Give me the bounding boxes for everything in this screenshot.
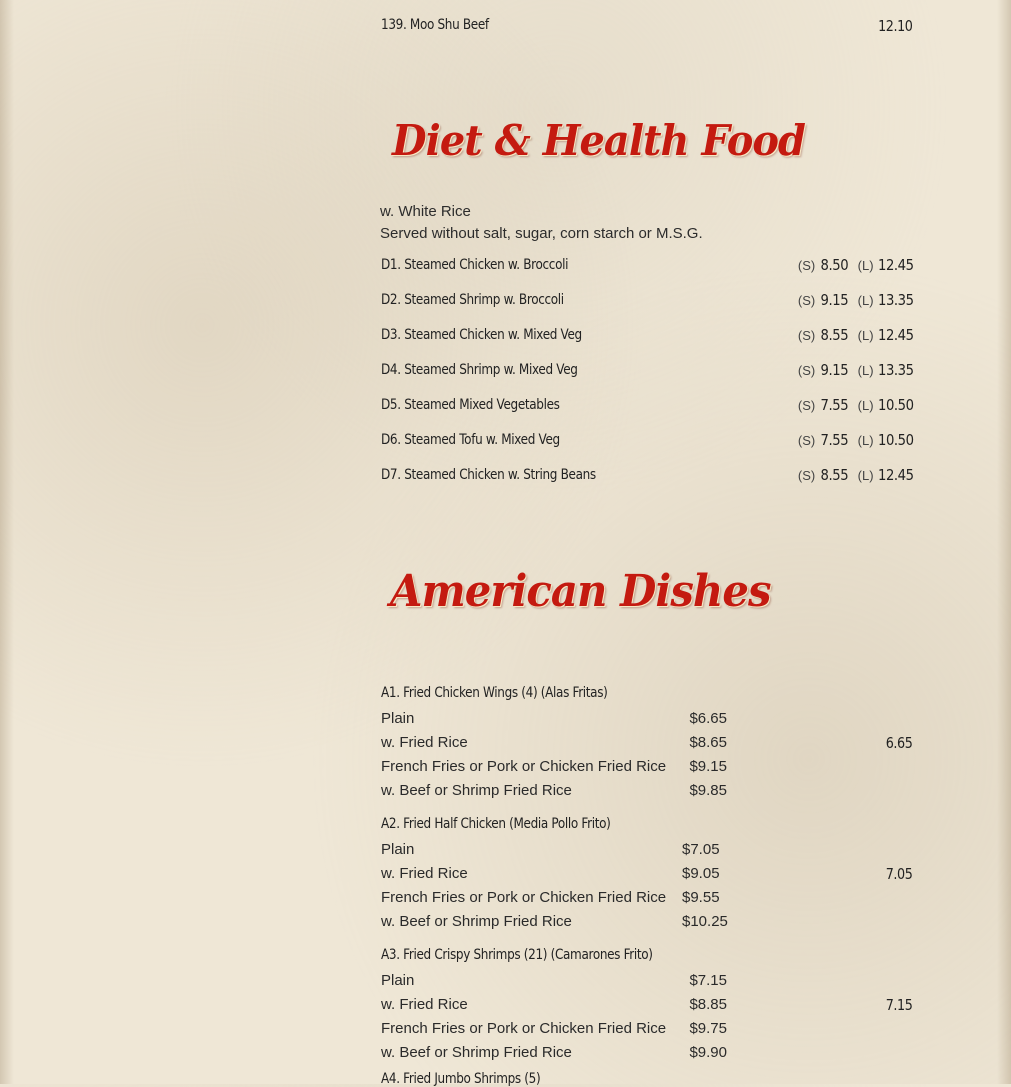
large-price: 13.35 [878,291,914,309]
option-label: French Fries or Pork or Chicken Fried Rice [381,1020,667,1037]
option-price: $10.25 [682,913,728,930]
option-price: $9.05 [682,865,720,882]
small-size-label: (S) [797,468,816,483]
large-price: 12.45 [878,326,914,344]
small-size-label: (S) [797,328,816,343]
option-price: $8.65 [689,734,727,751]
menu-item-name: D6. Steamed Tofu w. Mixed Veg [381,432,560,448]
large-size-label: (L) [857,398,874,413]
small-price: 7.55 [820,431,848,449]
large-price: 10.50 [878,396,914,414]
small-price: 9.15 [820,361,848,379]
large-size-label: (L) [857,363,874,378]
option-price: $8.85 [689,996,727,1013]
small-price: 8.55 [820,326,848,344]
option-price: $9.15 [689,758,727,775]
large-size-label: (L) [857,468,874,483]
large-size-label: (L) [857,293,874,308]
menu-item-prices [798,291,912,310]
section-title-diet: Diet & Health Food [392,116,805,165]
menu-item-prices [798,431,912,450]
option-label: French Fries or Pork or Chicken Fried Rice [381,889,667,906]
menu-item-name: A2. Fried Half Chicken (Media Pollo Frito) [381,816,611,832]
option-label: French Fries or Pork or Chicken Fried Rice [381,758,667,775]
menu-item-name: 139. Moo Shu Beef [381,17,489,33]
menu-item-name: D4. Steamed Shrimp w. Mixed Veg [381,362,578,378]
menu-item-name: D1. Steamed Chicken w. Broccoli [381,257,569,273]
large-price: 13.35 [878,361,914,379]
option-label: w. Fried Rice [381,734,468,751]
small-size-label: (S) [797,433,816,448]
option-price: $9.85 [689,782,727,799]
small-size-label: (S) [797,258,816,273]
menu-item-prices [798,256,912,275]
paper-edge-left [0,0,14,1084]
option-label: w. Fried Rice [381,996,468,1013]
large-size-label: (L) [857,258,874,273]
menu-item-name: D3. Steamed Chicken w. Mixed Veg [381,327,582,343]
option-label: w. Beef or Shrimp Fried Rice [381,782,572,799]
option-label: Plain [381,841,415,858]
menu-item-price: 7.05 [885,865,912,883]
large-price: 10.50 [878,431,914,449]
small-size-label: (S) [797,363,816,378]
option-label: Plain [381,710,415,727]
menu-item-prices [798,466,912,485]
option-price: $7.05 [682,841,720,858]
small-price: 8.55 [820,466,848,484]
small-size-label: (S) [797,398,816,413]
menu-item-name: A4. Fried Jumbo Shrimps (5) [381,1071,541,1087]
option-label: w. Beef or Shrimp Fried Rice [381,1044,572,1061]
small-size-label: (S) [797,293,816,308]
menu-item-name: A1. Fried Chicken Wings (4) (Alas Fritas) [381,685,608,701]
option-price: $9.75 [689,1020,727,1037]
menu-item-prices [798,396,912,415]
section-note: w. White Rice [380,203,471,220]
paper-edge-right [997,0,1011,1084]
large-size-label: (L) [857,328,874,343]
option-label: Plain [381,972,415,989]
small-price: 8.50 [820,256,848,274]
small-price: 7.55 [820,396,848,414]
small-price: 9.15 [820,291,848,309]
large-price: 12.45 [878,466,914,484]
option-label: w. Fried Rice [381,865,468,882]
menu-item-name: D7. Steamed Chicken w. String Beans [381,467,596,483]
menu-item-price: 6.65 [885,734,912,752]
section-note: Served without salt, sugar, corn starch or M.S.G. [380,225,703,242]
option-label: w. Beef or Shrimp Fried Rice [381,913,572,930]
menu-item-price: 12.10 [877,17,912,35]
section-title-american: American Dishes [390,566,771,617]
option-price: $7.15 [689,972,727,989]
option-price: $6.65 [689,710,727,727]
menu-item-name: D5. Steamed Mixed Vegetables [381,397,560,413]
large-price: 12.45 [878,256,914,274]
option-price: $9.90 [689,1044,727,1061]
menu-item-prices [798,361,912,380]
large-size-label: (L) [857,433,874,448]
menu-item-name: A3. Fried Crispy Shrimps (21) (Camarones Frito) [381,947,653,963]
menu-item-price: 7.15 [885,996,912,1014]
menu-item-prices [798,326,912,345]
menu-item-name: D2. Steamed Shrimp w. Broccoli [381,292,564,308]
option-price: $9.55 [682,889,720,906]
